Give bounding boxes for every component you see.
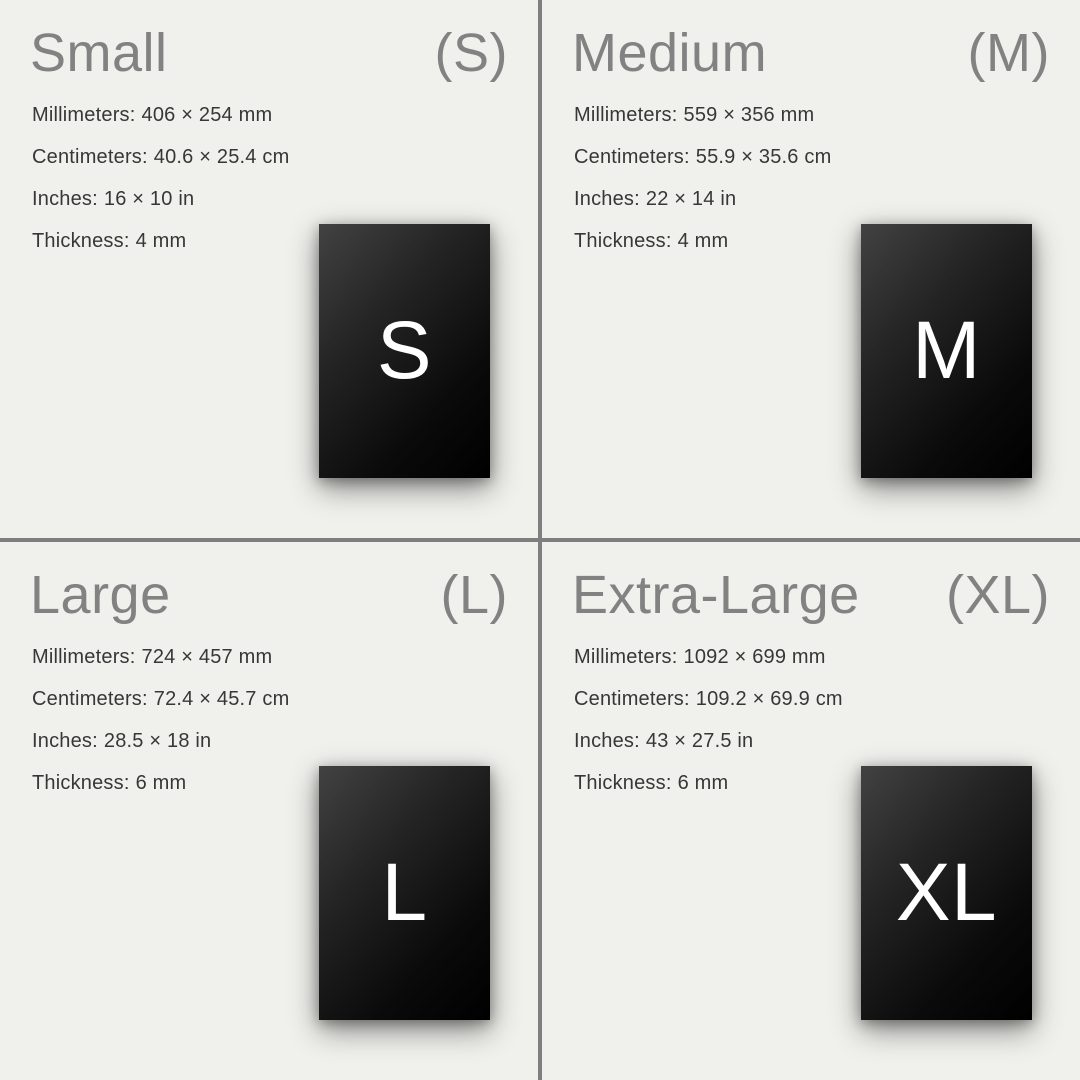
size-abbr-medium: (M) bbox=[967, 23, 1050, 83]
size-title-small: Small bbox=[30, 23, 168, 83]
spec-value: 22 × 14 in bbox=[645, 188, 737, 211]
quadrant-medium-header bbox=[572, 22, 1050, 85]
spec-label: Inches: bbox=[32, 188, 98, 211]
size-title-extra-large: Extra-Large bbox=[572, 565, 860, 625]
size-swatch-large bbox=[319, 766, 490, 1020]
spec-row-centimeters bbox=[32, 679, 508, 721]
size-swatch-extra-large bbox=[861, 766, 1032, 1020]
spec-label: Centimeters: bbox=[32, 146, 148, 169]
spec-row-inches bbox=[574, 721, 1050, 763]
spec-row-centimeters bbox=[574, 679, 1050, 721]
quadrant-small bbox=[0, 0, 538, 538]
spec-row-inches bbox=[32, 721, 508, 763]
size-swatch-small bbox=[319, 224, 490, 478]
spec-value: 109.2 × 69.9 cm bbox=[695, 688, 843, 711]
spec-row-millimeters bbox=[574, 637, 1050, 679]
spec-value: 724 × 457 mm bbox=[141, 646, 273, 669]
spec-value: 4 mm bbox=[677, 230, 729, 253]
size-abbr-large: (L) bbox=[440, 565, 508, 625]
spec-value: 1092 × 699 mm bbox=[683, 646, 826, 669]
spec-label: Inches: bbox=[574, 188, 640, 211]
size-abbr-small: (S) bbox=[434, 23, 508, 83]
spec-row-millimeters bbox=[574, 95, 1050, 137]
swatch-letter-large: L bbox=[381, 847, 428, 938]
spec-row-centimeters bbox=[574, 137, 1050, 179]
swatch-letter-medium: M bbox=[912, 305, 981, 396]
spec-label: Centimeters: bbox=[574, 146, 690, 169]
spec-label: Millimeters: bbox=[32, 646, 136, 669]
swatch-letter-small: S bbox=[376, 305, 433, 396]
spec-value: 406 × 254 mm bbox=[141, 104, 273, 127]
spec-label: Centimeters: bbox=[32, 688, 148, 711]
size-title-medium: Medium bbox=[572, 23, 768, 83]
swatch-letter-extra-large: XL bbox=[895, 847, 998, 938]
spec-label: Thickness: bbox=[32, 772, 130, 795]
quadrant-large bbox=[0, 542, 538, 1080]
quadrant-extra-large-header bbox=[572, 564, 1050, 627]
spec-label: Millimeters: bbox=[574, 104, 678, 127]
spec-value: 40.6 × 25.4 cm bbox=[153, 146, 290, 169]
size-title-large: Large bbox=[30, 565, 171, 625]
quadrant-large-header bbox=[30, 564, 508, 627]
spec-label: Thickness: bbox=[574, 230, 672, 253]
spec-value: 6 mm bbox=[677, 772, 729, 795]
spec-label: Millimeters: bbox=[574, 646, 678, 669]
spec-label: Thickness: bbox=[32, 230, 130, 253]
size-swatch-medium bbox=[861, 224, 1032, 478]
spec-value: 4 mm bbox=[135, 230, 187, 253]
spec-value: 55.9 × 35.6 cm bbox=[695, 146, 832, 169]
spec-row-millimeters bbox=[32, 637, 508, 679]
spec-label: Thickness: bbox=[574, 772, 672, 795]
spec-value: 16 × 10 in bbox=[103, 188, 195, 211]
spec-row-inches bbox=[32, 179, 508, 221]
spec-label: Inches: bbox=[32, 730, 98, 753]
spec-value: 43 × 27.5 in bbox=[645, 730, 754, 753]
spec-row-centimeters bbox=[32, 137, 508, 179]
quadrant-extra-large bbox=[542, 542, 1080, 1080]
spec-value: 72.4 × 45.7 cm bbox=[153, 688, 290, 711]
spec-label: Inches: bbox=[574, 730, 640, 753]
spec-value: 6 mm bbox=[135, 772, 187, 795]
spec-row-inches bbox=[574, 179, 1050, 221]
spec-label: Millimeters: bbox=[32, 104, 136, 127]
spec-value: 28.5 × 18 in bbox=[103, 730, 212, 753]
quadrant-small-header bbox=[30, 22, 508, 85]
spec-label: Centimeters: bbox=[574, 688, 690, 711]
size-abbr-extra-large: (XL) bbox=[945, 565, 1050, 625]
quadrant-medium bbox=[542, 0, 1080, 538]
spec-row-millimeters bbox=[32, 95, 508, 137]
spec-value: 559 × 356 mm bbox=[683, 104, 815, 127]
